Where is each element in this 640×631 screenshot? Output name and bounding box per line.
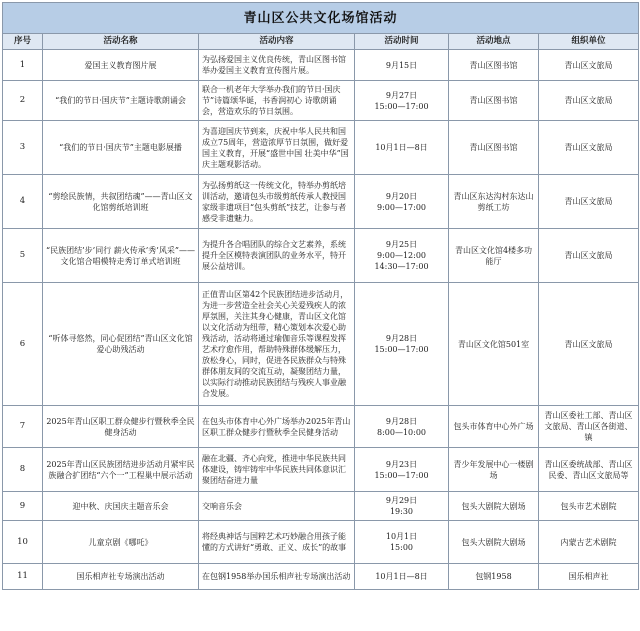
activity-name: 2025年青山区职工群众健步行暨秋季全民健身活动 (43, 406, 199, 448)
activity-time: 9月28日 15:00—17:00 (355, 283, 449, 406)
activity-organizer: 青山区文旅局 (539, 121, 639, 175)
row-number: 7 (3, 406, 43, 448)
activity-time: 9月28日 8:00—10:00 (355, 406, 449, 448)
activity-content: 在包钢1958举办国乐相声社专场演出活动 (199, 564, 355, 590)
activity-time: 9月15日 (355, 50, 449, 81)
activity-content: 融在北疆、齐心向党，推进中华民族共同体建设，铸牢铸牢中华民族共同体意识汇聚团结奋进力量 (199, 448, 355, 492)
activity-organizer: 青山区文旅局 (539, 50, 639, 81)
row-number: 8 (3, 448, 43, 492)
table-row (3, 448, 639, 492)
activity-place: 青山区东达沟村东达山剪纸工坊 (449, 175, 539, 229)
header-row (3, 34, 639, 50)
activity-content: 在包头市体育中心外广场举办2025年青山区职工群众健步行暨秋季全民健身活动 (199, 406, 355, 448)
activity-content: 正值青山区第42个民族团结进步活动月，为进一步营造全社会关心关爱残疾人的浓厚氛围，关注其身心健康，青山区文化馆以文化活动为纽带，精心策划本次爱心助残活动，活动将通过瑜伽音乐等课程发挥艺术疗愈作用，帮助特殊群体缓解压力，放松身心，同时，促进各民族群众与特殊群体朋友间的交流互动，凝聚团结力量，以实际行动推动民族团结与残疾人事业融合发展。 (199, 283, 355, 406)
activity-name: “剪绘民族情，共叙团结魂”——青山区文化馆剪纸培训班 (43, 175, 199, 229)
table-row (3, 283, 639, 406)
activity-time: 10月1日 15:00 (355, 521, 449, 564)
table-row (3, 521, 639, 564)
activity-name: 爱国主义教育图片展 (43, 50, 199, 81)
table-row (3, 492, 639, 521)
activity-table-container (2, 2, 638, 590)
row-number: 10 (3, 521, 43, 564)
header-time: 活动时间 (355, 34, 449, 50)
activity-time: 9月25日 9:00—12:00 14:30—17:00 (355, 229, 449, 283)
activity-content: 交响音乐会 (199, 492, 355, 521)
activity-content: 为喜迎国庆节到来，庆祝中华人民共和国成立75周年，营造浓厚节日氛围，做好爱国主义教育，开展“盛世中国 壮美中华”国庆主题观影活动。 (199, 121, 355, 175)
activity-time: 10月1日—8日 (355, 564, 449, 590)
activity-content: 联合一机老年大学举办我们的节日·国庆节”诗篇颂华诞，书香润初心 诗歌朗诵会，营造欢乐的节日氛围。 (199, 81, 355, 121)
activity-organizer: 青山区文旅局 (539, 81, 639, 121)
activity-time: 9月23日 15:00—17:00 (355, 448, 449, 492)
row-number: 4 (3, 175, 43, 229)
activity-content: 为提升各合唱团队的综合文艺素养，系统提升全区模特表演团队的业务水平，特开展公益培训。 (199, 229, 355, 283)
activity-name: 国乐相声社专场演出活动 (43, 564, 199, 590)
activity-organizer: 青山区文旅局 (539, 229, 639, 283)
activity-place: 包头大剧院大剧场 (449, 521, 539, 564)
table-row (3, 50, 639, 81)
row-number: 6 (3, 283, 43, 406)
activity-organizer: 青山区文旅局 (539, 175, 639, 229)
activity-place: 青山区文化馆4楼多功能厅 (449, 229, 539, 283)
activity-organizer: 青山区委统战部、青山区民委、青山区文旅局等 (539, 448, 639, 492)
activity-content: 为弘扬剪纸这一传统文化，特举办剪纸培训活动，邀请包头市级剪纸传承人教授国家级非遗项目“包头剪纸”技艺，让参与者感受非遗魅力。 (199, 175, 355, 229)
activity-place: 青山区图书馆 (449, 50, 539, 81)
table-row (3, 175, 639, 229)
table-row (3, 406, 639, 448)
row-number: 11 (3, 564, 43, 590)
activity-time: 9月27日 15:00—17:00 (355, 81, 449, 121)
row-number: 3 (3, 121, 43, 175)
table-row (3, 229, 639, 283)
activity-place: 包头市体育中心外广场 (449, 406, 539, 448)
row-number: 9 (3, 492, 43, 521)
header-place: 活动地点 (449, 34, 539, 50)
activity-content: 为弘扬爱国主义优良传统，青山区图书馆举办爱国主义教育宣传图片展。 (199, 50, 355, 81)
activity-organizer: 内蒙古艺术剧院 (539, 521, 639, 564)
row-number: 1 (3, 50, 43, 81)
activity-organizer: 青山区委社工部、青山区文旅局、青山区各街道、镇 (539, 406, 639, 448)
activity-organizer: 国乐相声社 (539, 564, 639, 590)
table-title: 青山区公共文化场馆活动 (3, 3, 639, 34)
activity-name: “民族团结’步’同行 薪火传承’秀’风采”——文化馆合唱模特走秀订单式培训班 (43, 229, 199, 283)
activity-time: 9月20日 9:00—17:00 (355, 175, 449, 229)
activity-organizer: 包头市艺术剧院 (539, 492, 639, 521)
table-row (3, 564, 639, 590)
activity-place: 青少年发展中心一楼剧场 (449, 448, 539, 492)
table-row (3, 121, 639, 175)
title-row (3, 3, 639, 34)
activity-place: 青山区图书馆 (449, 121, 539, 175)
header-no: 序号 (3, 34, 43, 50)
row-number: 5 (3, 229, 43, 283)
activity-name: “我们的节日·国庆节”主题诗歌朗诵会 (43, 81, 199, 121)
activity-organizer: 青山区文旅局 (539, 283, 639, 406)
activity-time: 10月1日—8日 (355, 121, 449, 175)
activity-place: 青山区文化馆501室 (449, 283, 539, 406)
activity-name: 迎中秋、庆国庆主题音乐会 (43, 492, 199, 521)
header-org: 组织单位 (539, 34, 639, 50)
activity-time: 9月29日 19:30 (355, 492, 449, 521)
activity-table (2, 2, 639, 590)
header-content: 活动内容 (199, 34, 355, 50)
activity-name: 2025年青山区民族团结进步活动月紧牢民族融合扩团结“六个一”工程巢中展示活动 (43, 448, 199, 492)
activity-name: “听体寻悠然，同心促团结”青山区文化馆爱心助残活动 (43, 283, 199, 406)
activity-place: 包头大剧院大剧场 (449, 492, 539, 521)
table-row (3, 81, 639, 121)
activity-place: 包钢1958 (449, 564, 539, 590)
header-name: 活动名称 (43, 34, 199, 50)
row-number: 2 (3, 81, 43, 121)
activity-place: 青山区图书馆 (449, 81, 539, 121)
activity-name: 儿童京剧《哪吒》 (43, 521, 199, 564)
activity-content: 将经典神话与国粹艺术巧妙融合用孩子能懂的方式讲好“勇敢、正义、成长”的故事 (199, 521, 355, 564)
activity-name: “我们的节日·国庆节”主题电影展播 (43, 121, 199, 175)
